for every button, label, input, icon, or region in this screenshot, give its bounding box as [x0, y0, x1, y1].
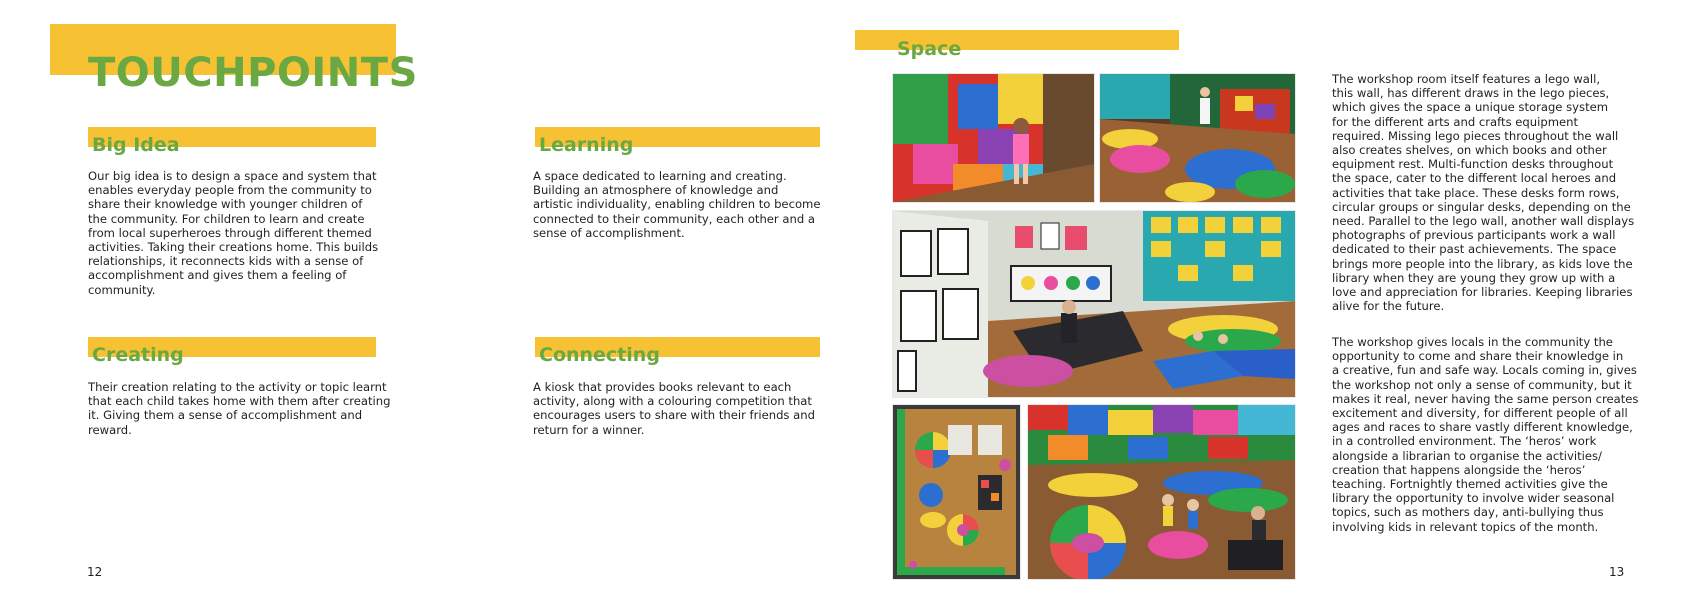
section-text-connecting: A kiosk that provides books relevant to each activity, along with a colouring competition that encourages users to share with their friends and return for a winner. [533, 380, 815, 437]
section-heading-connecting: Connecting [539, 344, 660, 366]
section-heading-learning: Learning [539, 134, 634, 156]
space-paragraph-2: The workshop gives locals in the community the opportunity to come and share their knowledge in a creative, fun and safe way. Locals coming in, gives the workshop not only a sense of community, but it makes it real, never having the same person creates excitement and diversity, for different people of all ages and races to share vastly different knowledge, in a controlled environment. The ‘heros’ work alongside a librarian to organise the activities/ creation that happens alongside the ‘heros’ teaching. Fortnightly themed activities give the library the opportunity to involve wider seasonal topics, such as mothers day, anti-bullying thus involving kids in relevant topics of the month. [1332, 335, 1639, 534]
photo-lounge-gallery-wall [892, 210, 1296, 398]
section-text-creating: Their creation relating to the activity or topic learnt that each child takes home with them after creating it. Giving them a sense of accomplishment and reward. [88, 380, 391, 437]
section-heading-creating: Creating [92, 344, 184, 366]
space-paragraph-1: The workshop room itself features a lego wall, this wall, has different draws in the lego pieces, which gives the space a unique storage system for the different arts and crafts equipment required. Missing lego pieces throughout the wall also creates shelves, on which books and other equipment rest. Multi-function desks throughout the space, cater to the different local heroes and activities that take place. These desks form rows, circular groups or singular desks, depending on the need. Parallel to the lego wall, another wall displays photographs of previous participants work a wall dedicated to their past achievements. The space brings more people into the library, as kids love the library when they are young they grow up with a love and appreciation for libraries. Keeping libraries alive for the future. [1332, 72, 1635, 314]
photo-workshop-room-teacher [1099, 73, 1296, 203]
page-title: TOUCHPOINTS [88, 50, 418, 96]
photo-circular-desks-children [1027, 404, 1296, 580]
photo-lego-wall-child [892, 73, 1095, 203]
section-heading-big-idea: Big Idea [92, 134, 180, 156]
section-text-big-idea: Our big idea is to design a space and system that enables everyday people from the community to share their knowledge with younger children of the community. For children to learn and create from local superheroes through different themed activities. Taking their creations home. This builds relationships, it reconnects kids with a sense of accomplishment and gives them a feeling of community. [88, 169, 379, 297]
section-heading-space: Space [897, 38, 962, 60]
page-number-right: 13 [1609, 565, 1625, 579]
photo-floor-plan [892, 404, 1021, 580]
page-number-left: 12 [87, 565, 103, 579]
section-text-learning: A space dedicated to learning and creating. Building an atmosphere of knowledge and artistic individuality, enabling children to become connected to their community, each other and a sense of accomplishment. [533, 169, 821, 240]
